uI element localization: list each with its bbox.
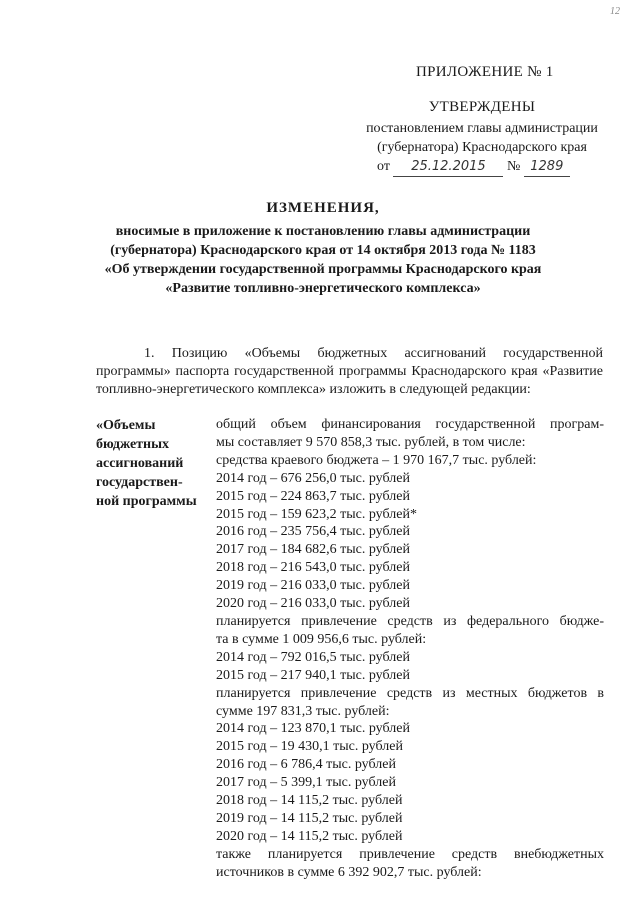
position-label bbox=[96, 416, 206, 511]
financing-line: 2014 год – 676 256,0 тыс. рублей bbox=[216, 470, 410, 486]
financing-line: 2019 год – 216 033,0 тыс. рублей bbox=[216, 578, 410, 594]
document-title-block bbox=[90, 199, 556, 298]
appendix-label: ПРИЛОЖЕНИЕ № 1 bbox=[416, 64, 554, 80]
number-prefix: № bbox=[506, 159, 521, 174]
document-title-line-2: (губернатора) Краснодарского края от 14 октября 2013 года № 1183 bbox=[110, 243, 536, 258]
financing-line: также планируется привлечение средств внебюджетных bbox=[216, 846, 604, 862]
document-title-line-4: «Развитие топливно-энергетического комплекса» bbox=[165, 281, 481, 296]
approval-date-line bbox=[352, 157, 612, 177]
page-corner-mark: 12 bbox=[610, 6, 620, 17]
date-prefix: от bbox=[377, 159, 390, 174]
financing-line: 2017 год – 5 399,1 тыс. рублей bbox=[216, 775, 396, 791]
financing-line: 2014 год – 792 016,5 тыс. рублей bbox=[216, 649, 410, 665]
approval-title: УТВЕРЖДЕНЫ bbox=[428, 99, 536, 115]
position-label-line: ассигнований bbox=[96, 456, 184, 471]
financing-line: 2019 год – 14 115,2 тыс. рублей bbox=[216, 810, 403, 826]
financing-details bbox=[216, 416, 604, 882]
financing-line: 2015 год – 159 623,2 тыс. рублей* bbox=[216, 506, 417, 522]
financing-line: мы составляет 9 570 858,3 тыс. рублей, в том числе: bbox=[216, 434, 526, 450]
document-title-line-3: «Об утверждении государственной программы Краснодарского края bbox=[104, 262, 542, 277]
financing-line: 2018 год – 14 115,2 тыс. рублей bbox=[216, 793, 403, 809]
financing-line: 2020 год – 216 033,0 тыс. рублей bbox=[216, 596, 410, 612]
financing-line: 2015 год – 19 430,1 тыс. рублей bbox=[216, 739, 403, 755]
position-label-line: ной программы bbox=[96, 494, 197, 509]
approval-line-1: постановлением главы администрации bbox=[366, 121, 598, 136]
financing-line: та в сумме 1 009 956,6 тыс. рублей: bbox=[216, 631, 427, 647]
financing-line: 2014 год – 123 870,1 тыс. рублей bbox=[216, 721, 410, 737]
handwritten-number: 1289 bbox=[524, 157, 570, 177]
amendment-paragraph: 1. Позицию «Объемы бюджетных ассигнований государственной программы» паспорта государственной программы Краснодарского края «Развитие топливно-энергетического комплекса» изложить в следующей редакции: bbox=[96, 346, 603, 397]
approval-line-2: (губернатора) Краснодарского края bbox=[377, 140, 587, 155]
financing-line: 2018 год – 216 543,0 тыс. рублей bbox=[216, 560, 410, 576]
financing-line: общий объем финансирования государственной програм- bbox=[216, 417, 604, 432]
financing-line: планируется привлечение средств из федерального бюдже- bbox=[216, 613, 604, 629]
financing-line: 2015 год – 224 863,7 тыс. рублей bbox=[216, 488, 410, 504]
financing-line: средства краевого бюджета – 1 970 167,7 тыс. рублей: bbox=[216, 452, 537, 468]
position-label-line: «Объемы bbox=[96, 418, 156, 433]
financing-line: 2016 год – 235 756,4 тыс. рублей bbox=[216, 524, 410, 540]
handwritten-date: 25.12.2015 bbox=[393, 157, 503, 177]
financing-line: планируется привлечение средств из местных бюджетов в bbox=[216, 685, 604, 701]
financing-line: 2020 год – 14 115,2 тыс. рублей bbox=[216, 828, 403, 844]
financing-line: 2016 год – 6 786,4 тыс. рублей bbox=[216, 757, 396, 773]
position-label-line: государствен- bbox=[96, 475, 183, 490]
financing-line: сумме 197 831,3 тыс. рублей: bbox=[216, 703, 390, 719]
position-label-line: бюджетных bbox=[96, 437, 170, 452]
financing-line: источников в сумме 6 392 902,7 тыс. рублей: bbox=[216, 864, 482, 880]
document-main-title: ИЗМЕНЕНИЯ, bbox=[266, 200, 380, 216]
financing-line: 2015 год – 217 940,1 тыс. рублей bbox=[216, 667, 410, 683]
approval-block bbox=[352, 98, 612, 177]
financing-line: 2017 год – 184 682,6 тыс. рублей bbox=[216, 542, 410, 558]
document-title-line-1: вносимые в приложение к постановлению главы администрации bbox=[115, 224, 531, 239]
